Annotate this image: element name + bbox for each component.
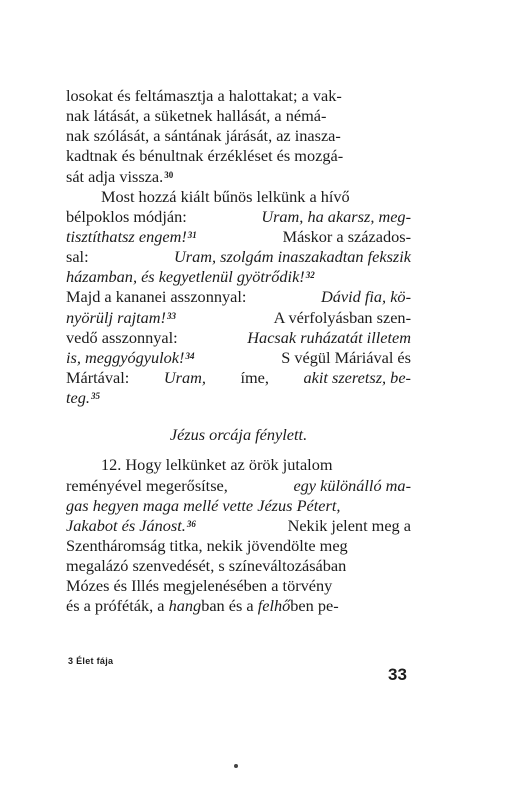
printer-signature: 3 Élet fája xyxy=(68,656,114,666)
text-line xyxy=(66,267,411,287)
text-fragment: teg. xyxy=(66,388,90,408)
text-span xyxy=(66,167,173,187)
text-span: nak szólását, a sántának járását, az inasza- xyxy=(66,126,341,146)
quote-span: Dávid fia, kö- xyxy=(321,287,411,307)
text-line xyxy=(66,167,411,187)
subheading-text: Jézus orcája fénylett. xyxy=(169,425,308,445)
text-line xyxy=(66,106,411,126)
text-fragment: és a próféták, a xyxy=(66,596,165,616)
text-line xyxy=(66,287,411,307)
quote-span xyxy=(66,388,100,408)
paper-speck xyxy=(234,764,238,768)
emphasis-fragment: hang xyxy=(168,596,202,616)
text-line xyxy=(66,348,411,368)
quote-span xyxy=(66,308,176,328)
text-fragment: tisztíthatsz engem! xyxy=(66,226,187,246)
emphasis-span xyxy=(66,516,196,536)
text-line xyxy=(66,86,411,106)
quote-span xyxy=(66,227,197,247)
text-span: kadtnak és bénultnak érzékléset és mozgá- xyxy=(66,146,344,166)
text-fragment: is, meggyógyulok! xyxy=(66,347,185,367)
quote-span: Uram, szolgám inaszakadtan fekszik xyxy=(174,247,411,267)
text-line xyxy=(66,328,411,348)
text-span: Most hozzá kiált bűnös lelkünk a hívő xyxy=(101,186,350,206)
text-fragment: ban és a xyxy=(201,596,254,616)
text-line xyxy=(66,368,411,388)
text-span: Nekik jelent meg a xyxy=(287,515,411,535)
emphasis-span: egy különálló ma- xyxy=(293,475,411,495)
text-span: bélpoklos módján: xyxy=(66,206,187,226)
text-span: Mózes és Illés megjelenésében a törvény xyxy=(66,576,333,596)
text-line xyxy=(66,187,411,207)
text-line xyxy=(66,146,411,166)
footnote-marker: 34 xyxy=(185,350,195,361)
text-line xyxy=(66,308,411,328)
text-line xyxy=(66,576,411,596)
footnote-marker: 30 xyxy=(164,169,174,180)
text-line xyxy=(66,516,411,536)
footnote-marker: 35 xyxy=(90,391,100,402)
text-line xyxy=(66,496,411,516)
quote-span xyxy=(66,267,315,287)
footnote-marker: 31 xyxy=(187,229,197,240)
text-line xyxy=(66,596,411,616)
text-span: íme, xyxy=(240,367,269,387)
text-span: Mártával: xyxy=(66,367,130,387)
text-span: Majd a kananei asszonnyal: xyxy=(66,287,247,307)
text-span: megalázó szenvedését, s színeváltozásában xyxy=(66,556,347,576)
text-fragment: Jakabot és Jánost. xyxy=(66,515,186,535)
body-text xyxy=(66,86,411,617)
text-line xyxy=(66,207,411,227)
text-line xyxy=(66,476,411,496)
emphasis-span: gas hegyen maga mellé vette Jézus Pétert, xyxy=(66,495,341,515)
text-span: sal: xyxy=(66,247,89,267)
text-span: A vérfolyásban szen- xyxy=(273,307,411,327)
footnote-marker: 36 xyxy=(186,518,196,529)
text-span: nak látását, a süketnek hallását, a némá- xyxy=(66,106,327,126)
text-line xyxy=(66,556,411,576)
text-line xyxy=(66,247,411,267)
page-number: 33 xyxy=(388,665,407,684)
text-fragment: nyörülj rajtam! xyxy=(66,307,166,327)
text-span xyxy=(66,596,339,616)
text-span: vedő asszonnyal: xyxy=(66,327,178,347)
quote-span: Uram, ha akarsz, meg- xyxy=(261,206,411,226)
text-line xyxy=(66,126,411,146)
emphasis-fragment: felhő xyxy=(257,596,291,616)
quote-span: Uram, xyxy=(163,367,206,387)
text-span: losokat és feltámasztja a halottakat; a vak- xyxy=(66,86,342,105)
text-line xyxy=(66,388,411,408)
footnote-marker: 32 xyxy=(305,270,315,281)
text-line xyxy=(66,536,411,556)
text-fragment: sát adja vissza. xyxy=(66,166,164,186)
section-subheading xyxy=(66,425,411,445)
text-span: Szentháromság titka, nekik jövendölte meg xyxy=(66,535,348,555)
text-span: Máskor a százados- xyxy=(282,226,411,246)
text-span: reményével megerősítse, xyxy=(66,475,228,495)
quote-span: Hacsak ruházatát illetem xyxy=(247,327,411,347)
text-span: 12. Hogy lelkünket az örök jutalom xyxy=(101,455,333,475)
text-line xyxy=(66,455,411,475)
text-fragment: ben pe- xyxy=(290,596,339,616)
text-line xyxy=(66,227,411,247)
text-span: S végül Máriával és xyxy=(281,347,411,367)
text-fragment: házamban, és kegyetlenül gyötrődik! xyxy=(66,267,305,287)
quote-span: akit szeretsz, be- xyxy=(303,367,411,387)
quote-span xyxy=(66,348,194,368)
footnote-marker: 33 xyxy=(166,310,176,321)
